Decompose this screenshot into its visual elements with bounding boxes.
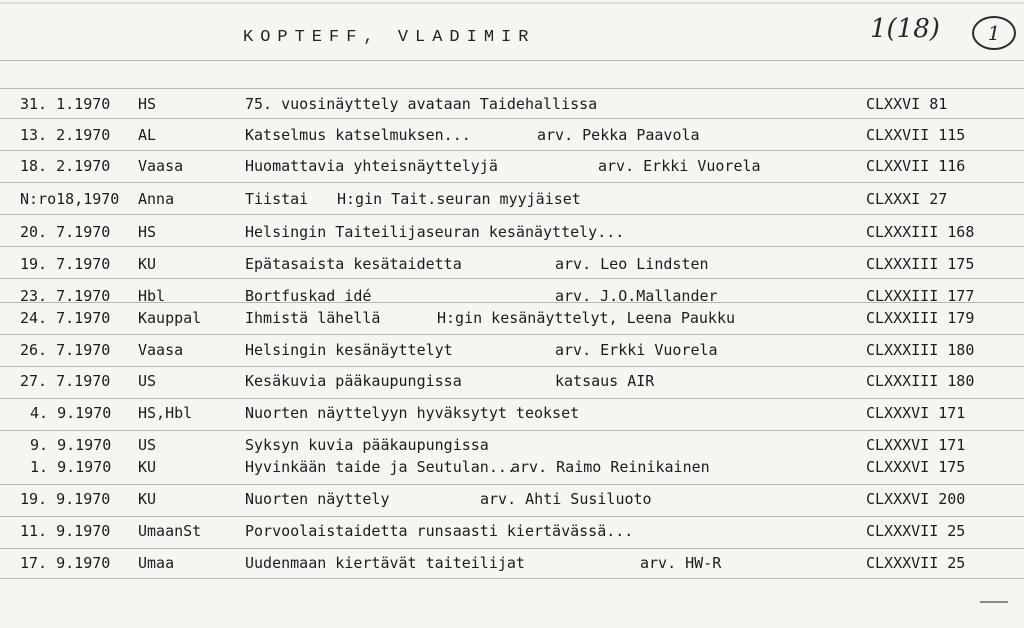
entry-date: 19. 9.1970 — [20, 490, 111, 508]
entry-date: N:ro18,1970 — [20, 190, 120, 208]
ruled-line — [0, 398, 1024, 399]
entry-source: Umaa — [138, 554, 175, 572]
entry-note: H:gin kesänäyttelyt, Leena Paukku — [437, 309, 736, 327]
entry-title: 75. vuosinäyttely avataan Taidehallissa — [245, 95, 598, 113]
entry-date: 9. 9.1970 — [30, 436, 112, 454]
entry-row — [0, 93, 1024, 115]
entry-reference: CLXXXVI 171 — [866, 436, 966, 454]
entry-row — [0, 370, 1024, 392]
ruled-line — [0, 430, 1024, 431]
entry-note: arv. Ahti Susiluoto — [480, 490, 652, 508]
entry-reference: CLXXXIII 180 — [866, 341, 975, 359]
entry-reference: CLXXXVII 25 — [866, 554, 966, 572]
entry-date: 18. 2.1970 — [20, 157, 111, 175]
entry-note: arv. Erkki Vuorela — [598, 157, 761, 175]
entry-source: AL — [138, 126, 157, 144]
entry-reference: CLXXXVI 175 — [866, 458, 966, 476]
entry-row — [0, 402, 1024, 424]
entry-reference: CLXXXIII 175 — [866, 255, 975, 273]
entry-title: Helsingin kesänäyttelyt — [245, 341, 453, 359]
entry-note: H:gin Tait.seuran myyjäiset — [337, 190, 581, 208]
entry-row — [0, 339, 1024, 361]
entry-title: Hyvinkään taide ja Seutulan... — [245, 458, 516, 476]
entry-reference: CLXXXVI 171 — [866, 404, 966, 422]
entry-row — [0, 434, 1024, 456]
entry-note: arv. Pekka Paavola — [537, 126, 700, 144]
entry-reference: CLXXXIII 180 — [866, 372, 975, 390]
entry-reference: CLXXXI 27 — [866, 190, 948, 208]
entry-title: Porvoolaistaidetta runsaasti kiertävässä... — [245, 522, 634, 540]
entry-date: 17. 9.1970 — [20, 554, 111, 572]
entry-row — [0, 488, 1024, 510]
entry-note: arv. Raimo Reinikainen — [511, 458, 710, 476]
entry-source: Kauppal — [138, 309, 202, 327]
entry-date: 1. 9.1970 — [30, 458, 112, 476]
entry-source: HS,Hbl — [138, 404, 193, 422]
entry-title: Huomattavia yhteisnäyttelyjä — [245, 157, 498, 175]
entry-date: 24. 7.1970 — [20, 309, 111, 327]
entry-source: HS — [138, 223, 157, 241]
entry-date: 26. 7.1970 — [20, 341, 111, 359]
entry-note: arv. Erkki Vuorela — [555, 341, 718, 359]
entry-date: 31. 1.1970 — [20, 95, 111, 113]
entry-reference: CLXXVI 81 — [866, 95, 948, 113]
entry-row — [0, 285, 1024, 307]
entry-reference: CLXXVII 116 — [866, 157, 966, 175]
entry-reference: CLXXXIII 168 — [866, 223, 975, 241]
entry-source: Anna — [138, 190, 175, 208]
entry-reference: CLXXXVII 25 — [866, 522, 966, 540]
ruled-line — [0, 578, 1024, 579]
entry-title: Tiistai — [245, 190, 309, 208]
entry-row — [0, 456, 1024, 478]
entry-row — [0, 552, 1024, 574]
ruled-line — [0, 60, 1024, 61]
entry-reference: CLXXXVI 200 — [866, 490, 966, 508]
entry-title: Uudenmaan kiertävät taiteilijat — [245, 554, 525, 572]
ruled-line — [0, 118, 1024, 119]
entry-reference: CLXXVII 115 — [866, 126, 966, 144]
entry-source: HS — [138, 95, 157, 113]
entry-date: 13. 2.1970 — [20, 126, 111, 144]
entry-row — [0, 307, 1024, 329]
entry-title: Ihmistä lähellä — [245, 309, 381, 327]
entry-source: KU — [138, 490, 157, 508]
entry-date: 27. 7.1970 — [20, 372, 111, 390]
entry-source: Vaasa — [138, 341, 184, 359]
entry-row — [0, 124, 1024, 146]
entry-source: UmaanSt — [138, 522, 202, 540]
entry-row — [0, 155, 1024, 177]
entry-row — [0, 253, 1024, 275]
entry-date: 19. 7.1970 — [20, 255, 111, 273]
entry-source: US — [138, 372, 157, 390]
ruled-line — [0, 516, 1024, 517]
entry-title: Nuorten näyttelyyn hyväksytyt teokset — [245, 404, 580, 422]
entry-reference: CLXXXIII 177 — [866, 287, 975, 305]
entry-reference: CLXXXIII 179 — [866, 309, 975, 327]
entry-date: 23. 7.1970 — [20, 287, 111, 305]
entry-title: Katselmus katselmuksen... — [245, 126, 471, 144]
ruled-line — [0, 548, 1024, 549]
entry-source: US — [138, 436, 157, 454]
entry-title: Bortfuskad idé — [245, 287, 372, 305]
card-title: KOPTEFF, VLADIMIR — [243, 28, 536, 47]
ruled-line — [0, 246, 1024, 247]
ruled-line — [0, 214, 1024, 215]
entry-note: katsaus AIR — [555, 372, 655, 390]
entry-source: Vaasa — [138, 157, 184, 175]
entry-source: KU — [138, 458, 157, 476]
ruled-line — [0, 366, 1024, 367]
entry-date: 4. 9.1970 — [30, 404, 112, 422]
ruled-line — [0, 150, 1024, 151]
entry-row — [0, 520, 1024, 542]
circled-number: 1 — [972, 16, 1016, 50]
entry-row — [0, 188, 1024, 210]
entry-date: 20. 7.1970 — [20, 223, 111, 241]
entry-note: arv. HW-R — [640, 554, 722, 572]
ruled-line — [0, 334, 1024, 335]
sheet-number: 1(18) — [870, 14, 940, 44]
ruled-line — [0, 88, 1024, 89]
ruled-line — [0, 278, 1024, 279]
entry-title: Helsingin Taiteilijaseuran kesänäyttely... — [245, 223, 625, 241]
entry-title: Kesäkuvia pääkaupungissa — [245, 372, 462, 390]
entry-source: Hbl — [138, 287, 166, 305]
entry-row — [0, 221, 1024, 243]
entry-title: Nuorten näyttely — [245, 490, 390, 508]
entry-title: Epätasaista kesätaidetta — [245, 255, 462, 273]
ruled-line — [0, 484, 1024, 485]
ink-smudge — [980, 601, 1008, 603]
entry-note: arv. Leo Lindsten — [555, 255, 709, 273]
entry-note: arv. J.O.Mallander — [555, 287, 718, 305]
entry-source: KU — [138, 255, 157, 273]
entry-title: Syksyn kuvia pääkaupungissa — [245, 436, 489, 454]
card-top-edge — [0, 2, 1024, 5]
entry-date: 11. 9.1970 — [20, 522, 111, 540]
ruled-line — [0, 182, 1024, 183]
